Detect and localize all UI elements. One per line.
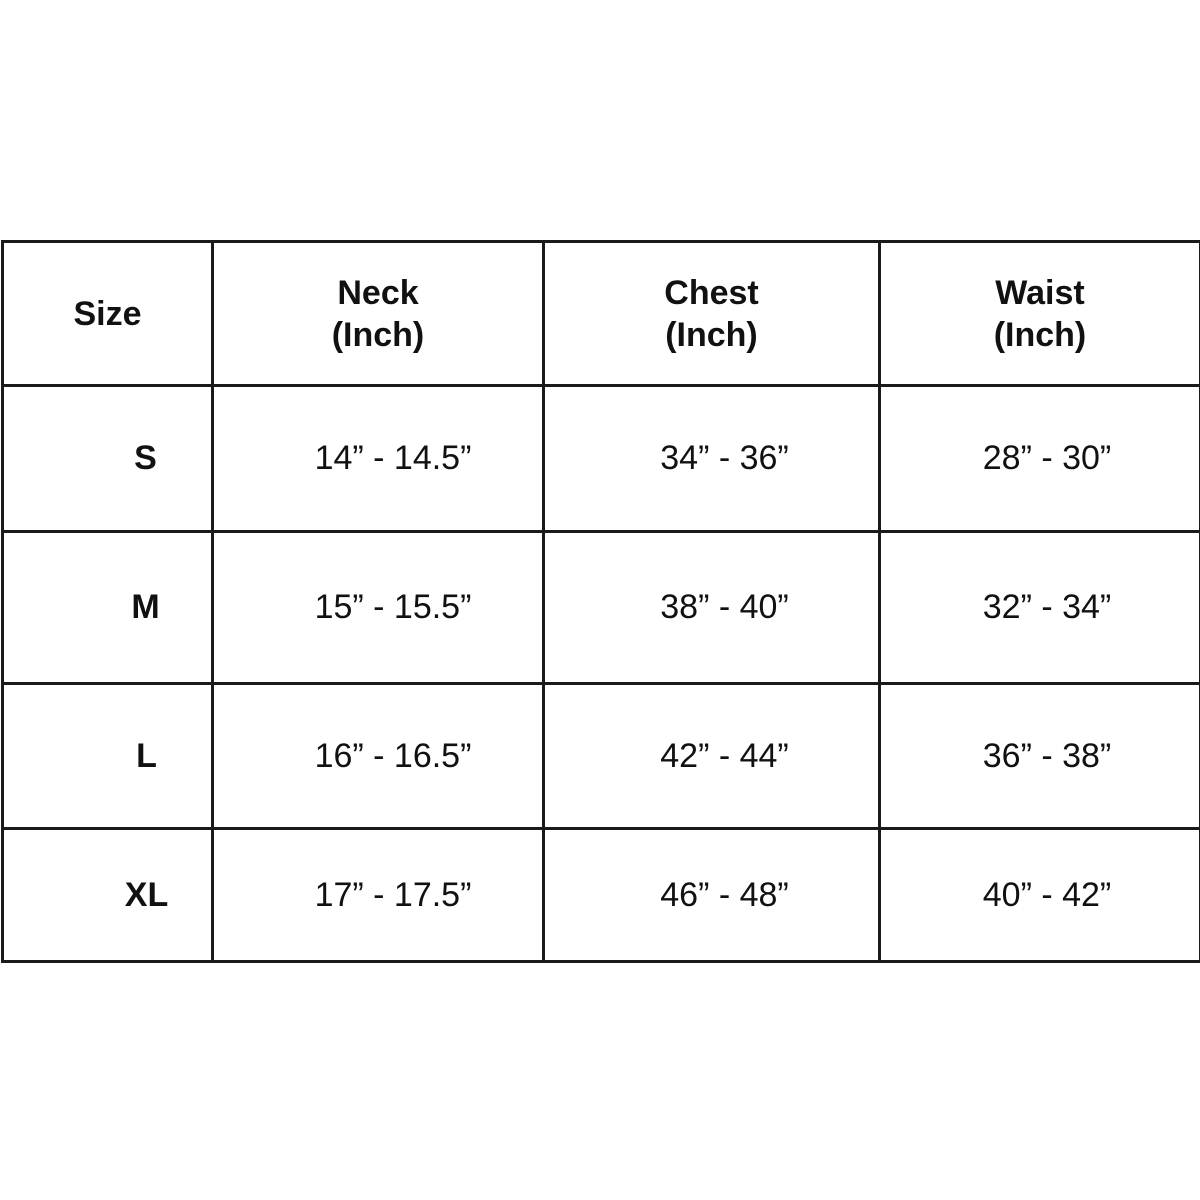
header-waist-unit: (Inch)	[993, 315, 1087, 354]
neck-cell	[213, 829, 544, 962]
size-label: S	[134, 439, 157, 477]
size-label: L	[136, 736, 157, 775]
header-chest	[544, 242, 880, 386]
waist-value: 32” - 34”	[982, 588, 1112, 626]
size-label: M	[131, 588, 160, 626]
waist-cell	[880, 684, 1200, 829]
chest-value: 38” - 40”	[660, 588, 789, 626]
header-size	[3, 242, 213, 386]
waist-cell	[880, 829, 1200, 962]
neck-value: 16” - 16.5”	[314, 736, 472, 775]
table-row	[3, 684, 1200, 829]
chest-cell	[544, 684, 880, 829]
neck-value: 17” - 17.5”	[314, 875, 472, 914]
header-neck-unit: (Inch)	[331, 315, 425, 354]
table-row	[3, 386, 1200, 532]
size-cell	[3, 386, 213, 532]
table-row	[3, 829, 1200, 962]
waist-value: 28” - 30”	[982, 439, 1112, 477]
waist-cell	[880, 386, 1200, 532]
chest-value: 46” - 48”	[660, 875, 789, 914]
size-cell	[3, 829, 213, 962]
chest-cell	[544, 532, 880, 684]
header-waist-title: Waist	[995, 273, 1085, 312]
table-row	[3, 532, 1200, 684]
waist-cell	[880, 532, 1200, 684]
neck-value: 14” - 14.5”	[314, 439, 472, 477]
chest-cell	[544, 386, 880, 532]
size-cell	[3, 684, 213, 829]
size-label: XL	[124, 875, 169, 914]
header-chest-title: Chest	[664, 273, 759, 312]
header-chest-unit: (Inch)	[665, 315, 758, 354]
size-cell	[3, 532, 213, 684]
size-chart-table	[1, 240, 1200, 963]
waist-value: 36” - 38”	[982, 736, 1112, 775]
chest-value: 42” - 44”	[660, 736, 789, 775]
neck-cell	[213, 684, 544, 829]
header-size-label: Size	[73, 294, 142, 333]
waist-value: 40” - 42”	[982, 875, 1112, 914]
neck-cell	[213, 386, 544, 532]
neck-cell	[213, 532, 544, 684]
header-waist	[880, 242, 1200, 386]
chest-cell	[544, 829, 880, 962]
header-row	[3, 242, 1200, 386]
header-neck	[213, 242, 544, 386]
neck-value: 15” - 15.5”	[314, 588, 472, 626]
header-neck-title: Neck	[337, 273, 419, 312]
chest-value: 34” - 36”	[660, 439, 789, 477]
